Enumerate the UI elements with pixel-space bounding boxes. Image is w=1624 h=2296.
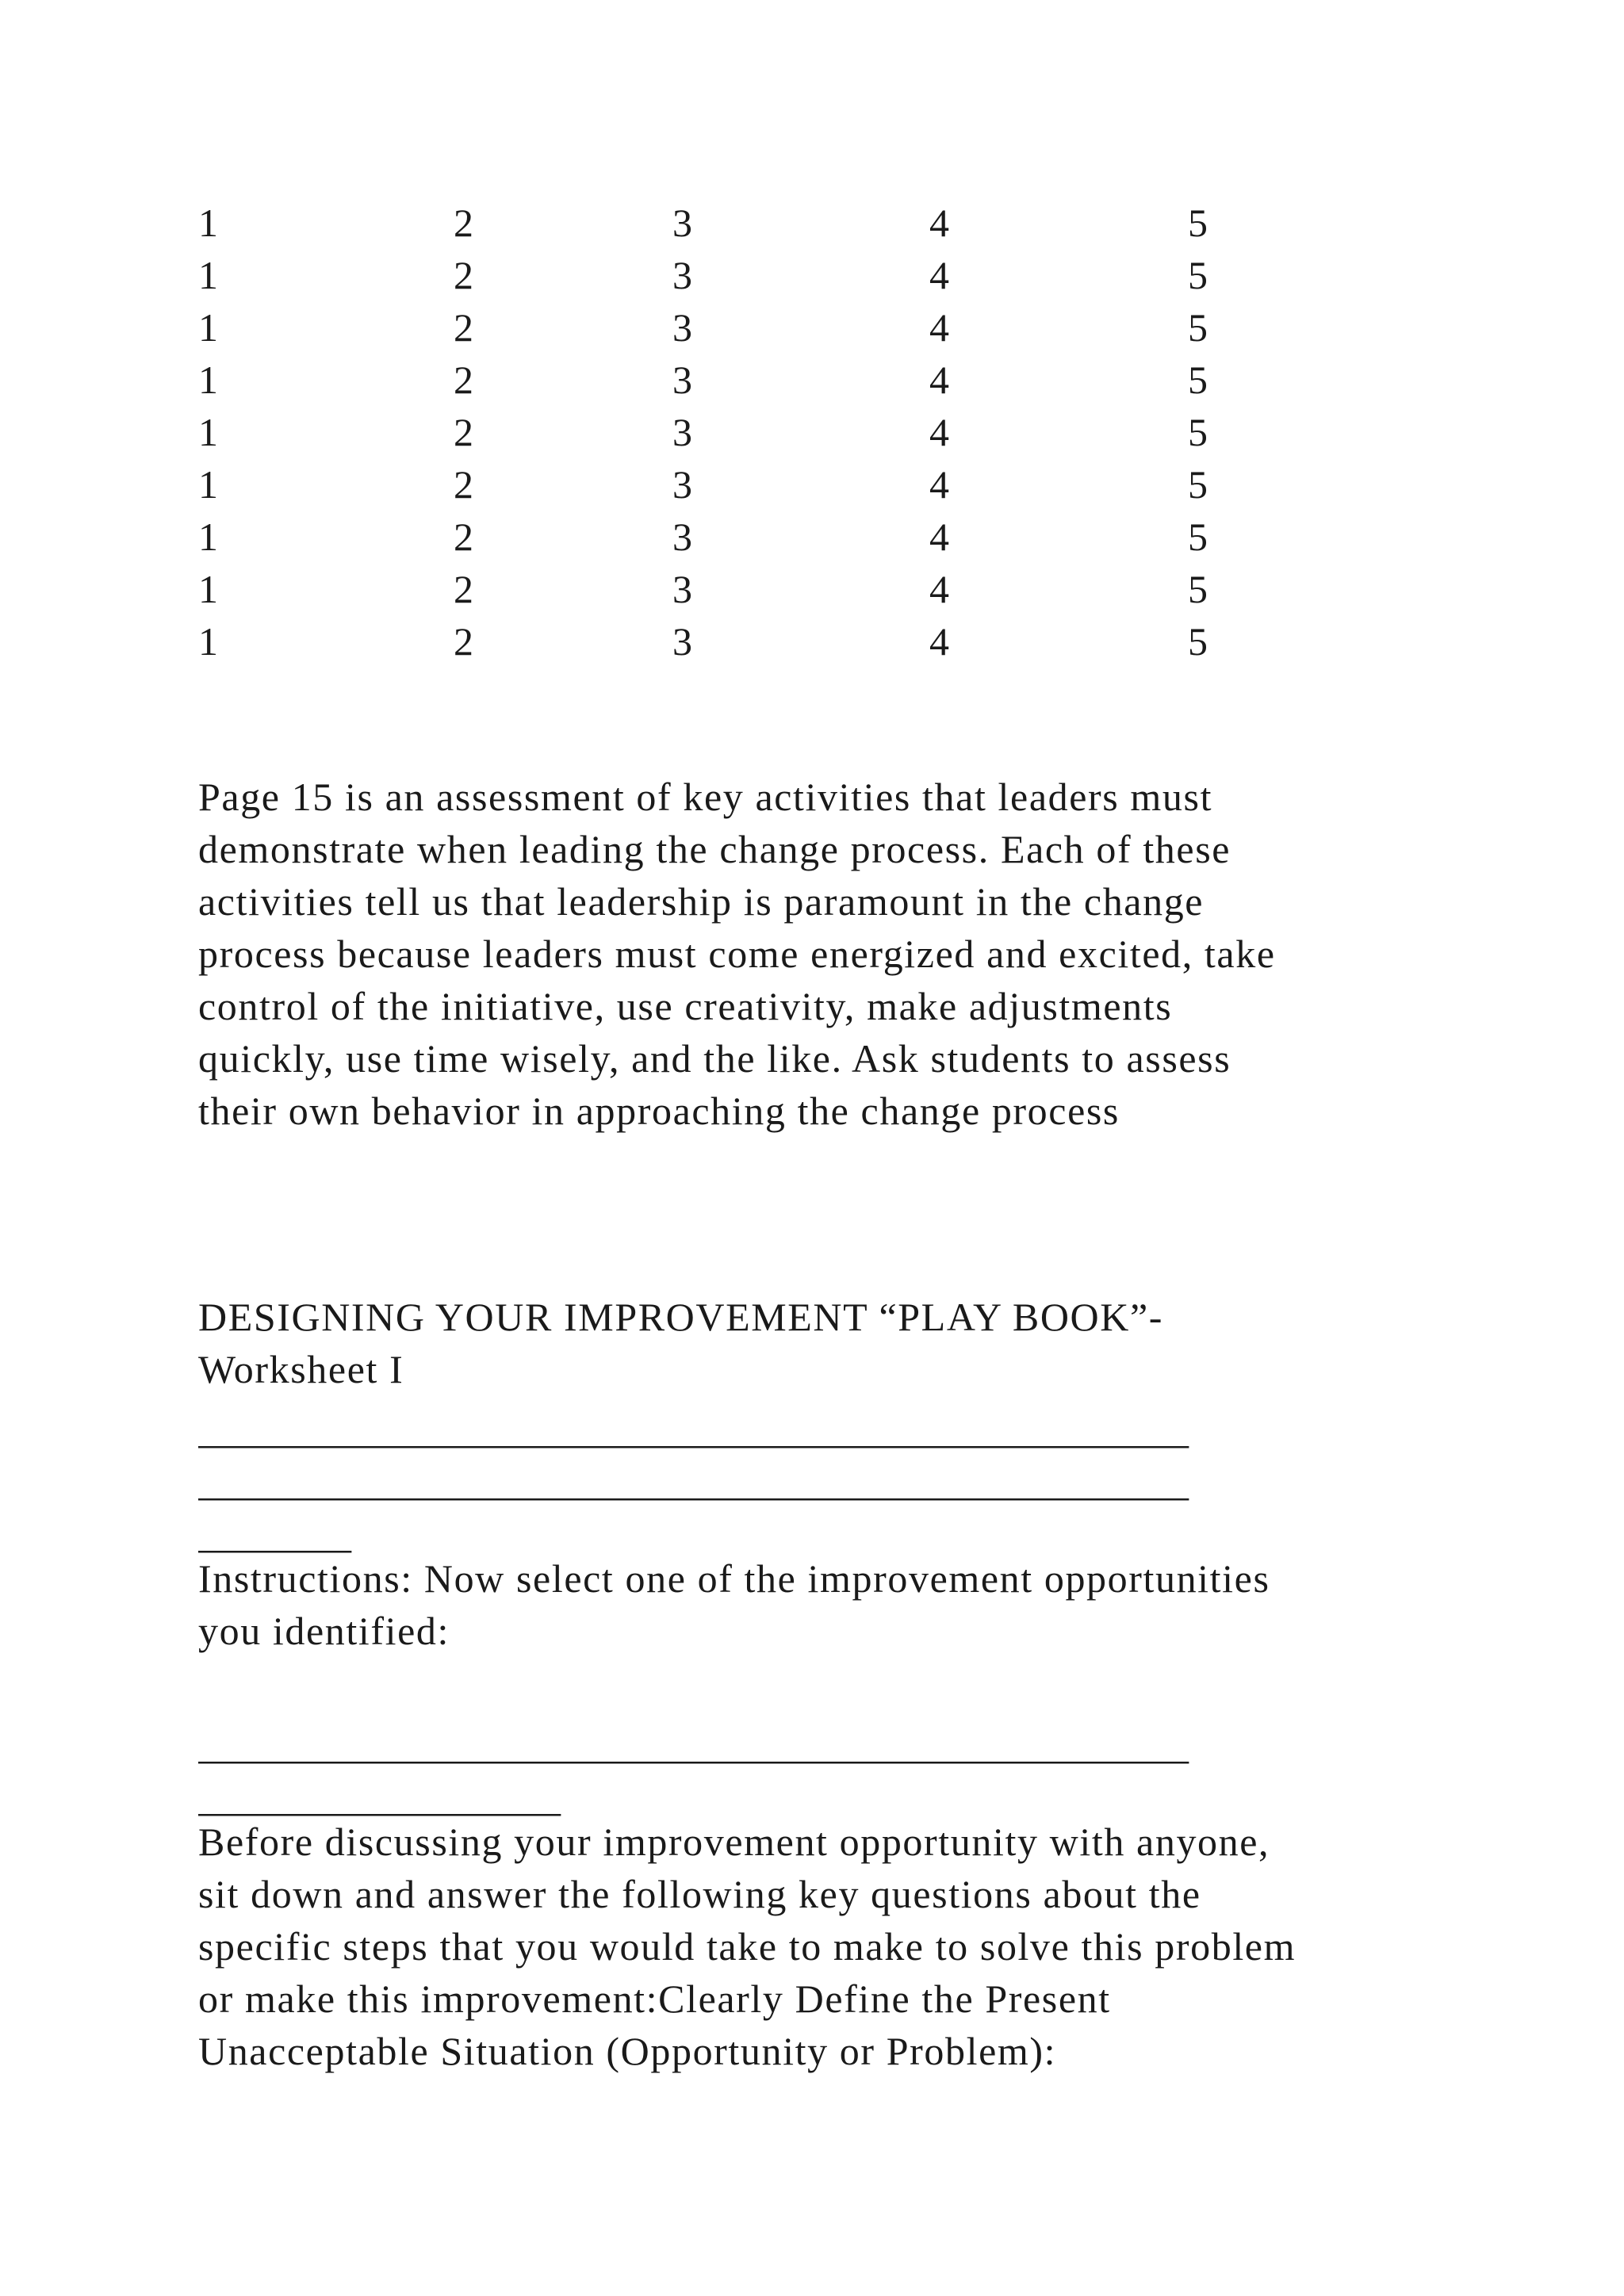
rating-value: 5 — [1188, 358, 1208, 402]
rating-value: 3 — [672, 619, 692, 664]
rating-value: 4 — [929, 515, 949, 559]
rating-value: 4 — [929, 410, 949, 454]
rating-value: 4 — [929, 201, 949, 245]
answer-rule-line: ____________________________________________________ — [198, 1407, 1188, 1452]
rating-value: 5 — [1188, 567, 1208, 611]
rating-value: 5 — [1188, 201, 1208, 245]
answer-rule-line: ________ — [198, 1512, 350, 1556]
rating-value: 2 — [454, 201, 473, 245]
rating-value: 2 — [454, 619, 473, 664]
heading-line: Worksheet I — [198, 1347, 404, 1391]
rating-value: 5 — [1188, 253, 1208, 297]
paragraph-line: process because leaders must come energized and excited, take — [198, 932, 1276, 976]
rating-value: 3 — [672, 567, 692, 611]
rating-value: 3 — [672, 462, 692, 507]
rating-value: 3 — [672, 305, 692, 350]
rating-value: 2 — [454, 567, 473, 611]
answer-rule-line: ____________________________________________________ — [198, 1723, 1188, 1767]
rating-value: 4 — [929, 358, 949, 402]
paragraph-line: specific steps that you would take to make to solve this problem — [198, 1924, 1297, 1969]
rating-value: 5 — [1188, 619, 1208, 664]
paragraph-line: their own behavior in approaching the change process — [198, 1089, 1120, 1133]
rating-value: 5 — [1188, 410, 1208, 454]
worksheet-heading — [198, 1291, 1467, 1395]
closing-paragraph — [198, 1816, 1467, 2077]
answer-rule-line: ___________________ — [198, 1775, 560, 1820]
rating-value: 1 — [198, 253, 218, 297]
paragraph-line: Page 15 is an assessment of key activities that leaders must — [198, 775, 1213, 819]
rating-value: 4 — [929, 305, 949, 350]
rating-value: 4 — [929, 462, 949, 507]
rating-value: 3 — [672, 515, 692, 559]
paragraph-line: or make this improvement:Clearly Define the Present — [198, 1976, 1111, 2021]
rating-value: 2 — [454, 410, 473, 454]
paragraph-line: quickly, use time wisely, and the like. Ask students to assess — [198, 1036, 1231, 1081]
heading-line: DESIGNING YOUR IMPROVEMENT “PLAY BOOK”- — [198, 1295, 1164, 1339]
rating-value: 4 — [929, 619, 949, 664]
rating-value: 1 — [198, 619, 218, 664]
rating-value: 3 — [672, 253, 692, 297]
rating-value: 1 — [198, 410, 218, 454]
rating-value: 2 — [454, 253, 473, 297]
rating-value: 4 — [929, 253, 949, 297]
rating-value: 1 — [198, 358, 218, 402]
rating-value: 1 — [198, 305, 218, 350]
paragraph-line: sit down and answer the following key questions about the — [198, 1872, 1201, 1916]
rating-value: 1 — [198, 567, 218, 611]
rating-value: 5 — [1188, 462, 1208, 507]
paragraph-line: demonstrate when leading the change process. Each of these — [198, 827, 1231, 871]
rating-value: 1 — [198, 201, 218, 245]
rating-value: 5 — [1188, 305, 1208, 350]
rating-value: 3 — [672, 358, 692, 402]
rating-value: 2 — [454, 358, 473, 402]
rating-value: 2 — [454, 462, 473, 507]
paragraph-line: Unacceptable Situation (Opportunity or Problem): — [198, 2029, 1057, 2073]
rating-value: 2 — [454, 305, 473, 350]
rating-value: 5 — [1188, 515, 1208, 559]
answer-rule-line: ____________________________________________________ — [198, 1460, 1188, 1504]
rating-value: 2 — [454, 515, 473, 559]
rating-value: 1 — [198, 515, 218, 559]
rating-value: 3 — [672, 201, 692, 245]
rating-value: 1 — [198, 462, 218, 507]
instructions-text — [198, 1552, 1467, 1657]
intro-paragraph — [198, 771, 1467, 1137]
rating-value: 3 — [672, 410, 692, 454]
rating-value: 4 — [929, 567, 949, 611]
instructions-line: you identified: — [198, 1609, 450, 1653]
paragraph-line: control of the initiative, use creativity, make adjustments — [198, 984, 1173, 1028]
instructions-line: Instructions: Now select one of the improvement opportunities — [198, 1556, 1270, 1601]
paragraph-line: activities tell us that leadership is paramount in the change — [198, 879, 1205, 924]
paragraph-line: Before discussing your improvement opportunity with anyone, — [198, 1820, 1270, 1864]
